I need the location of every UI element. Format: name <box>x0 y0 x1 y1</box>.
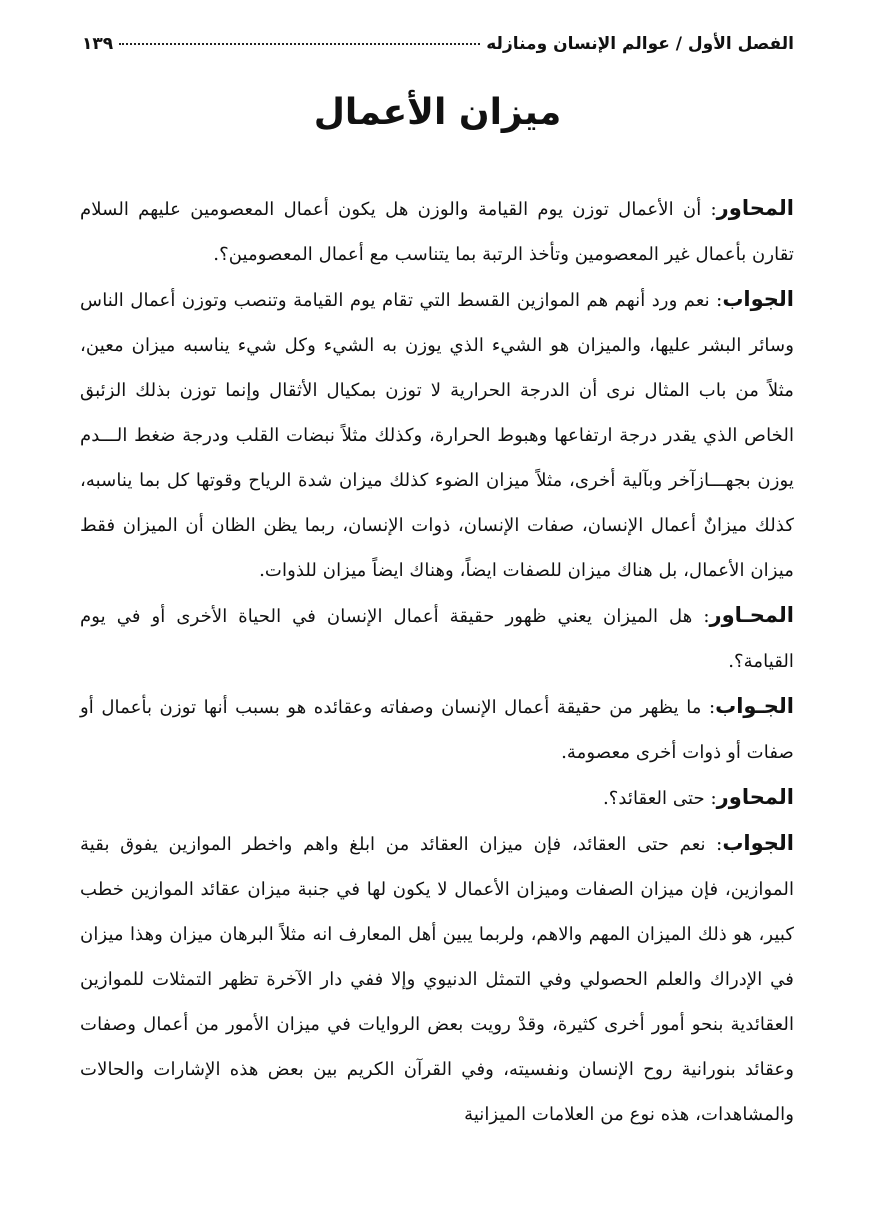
speaker-label: المحاور <box>716 196 794 220</box>
paragraph-text: : حتى العقائد؟. <box>602 788 717 809</box>
speaker-label: المحاور <box>716 785 794 809</box>
paragraph-text: : ما يظهر من حقيقة أعمال الإنسان وصفاته وعقائده هو بسبب أنها توزن بأعمال أو صفات أو ذوات أخرى معصومة. <box>80 697 794 763</box>
section-title: ميزان الأعمال <box>313 92 562 133</box>
dialogue-paragraph <box>80 775 794 821</box>
paragraph-text: : أن الأعمال توزن يوم القيامة والوزن هل يكون أعمال المعصومين عليهم السلام تقارن بأعمال غير المعصومين وتأخذ الرتبة بما يتناسب مع أعمال المعصومين؟. <box>80 199 794 265</box>
speaker-label: الجواب <box>722 287 794 311</box>
paragraph-text: : هل الميزان يعني ظهور حقيقة أعمال الإنسان في الحياة الأخرى أو في يوم القيامة؟. <box>80 606 794 672</box>
dialogue-paragraph <box>80 684 794 775</box>
dialogue-paragraph <box>80 277 794 593</box>
speaker-label: الجواب <box>722 831 794 855</box>
speaker-label: المحـاور <box>709 603 794 627</box>
running-header <box>82 34 794 54</box>
header-dot-leader <box>119 43 480 45</box>
dialogue-paragraph <box>80 593 794 684</box>
speaker-label: الجـواب <box>715 694 794 718</box>
dialogue-body <box>80 186 794 1137</box>
paragraph-text: : نعم ورد أنهم هم الموازين القسط التي تقام يوم القيامة وتنصب وتوزن أعمال الناس وسائر البشر عليها، والميزان هو الشيء الذي يوزن به الشيء وكل شيء يناسبه ميزان معين، مثلاً من باب المثال نرى أن الدرجة الحرارية لا توزن بمكيال الأثقال وإنما توزن بذلك الزئبق الخاص الذي يقدر درجة ارتفاعها وهبوط الحرارة، وكذلك مثلاً نبضات القلب ودرجة ضغط الـــدم يوزن بجهـــازآخر وبآلية أخرى، مثلاً ميزان الضوء كذلك ميزان شدة الرياح وقوتها كل بما يناسبه، كذلك ميزانٌ أعمال الإنسان، صفات الإنسان، ذوات الإنسان، ربما يظن الظان أن الميزان فقط ميزان الأعمال، بل هناك ميزان للصفات ايضاً، وهناك ايضاً ميزان للذوات. <box>80 290 794 581</box>
chapter-title: الفصل الأول / عوالم الإنسان ومنازله <box>486 34 794 54</box>
dialogue-paragraph <box>80 821 794 1137</box>
page-number: ١٣٩ <box>82 34 114 54</box>
paragraph-text: : نعم حتى العقائد، فإن ميزان العقائد من ابلغ واهم واخطر الموازين يفوق بقية الموازين، فإن ميزان الصفات وميزان الأعمال لا يكون لها في جنبة ميزان عقائد الموازين خطب كبير، هو ذلك الميزان المهم والاهم، ولربما يبين أهل المعارف انه مثلاً البرهان ميزان وهذا ميزان في الإدراك والعلم الحصولي وفي التمثل الدنيوي وإلا ففي دار الآخرة تظهر التمثلات للموازين العقائدية بنحو أمور أخرى كثيرة، وقدْ رويت بعض الروايات في ميزان الأمور من أعمال وصفات وعقائد بنورانية روح الإنسان ونفسيته، وفي القرآن الكريم بين بعض هذه الإشارات والحالات والمشاهدات، هذه نوع من العلامات الميزانية <box>80 834 794 1125</box>
dialogue-paragraph <box>80 186 794 277</box>
